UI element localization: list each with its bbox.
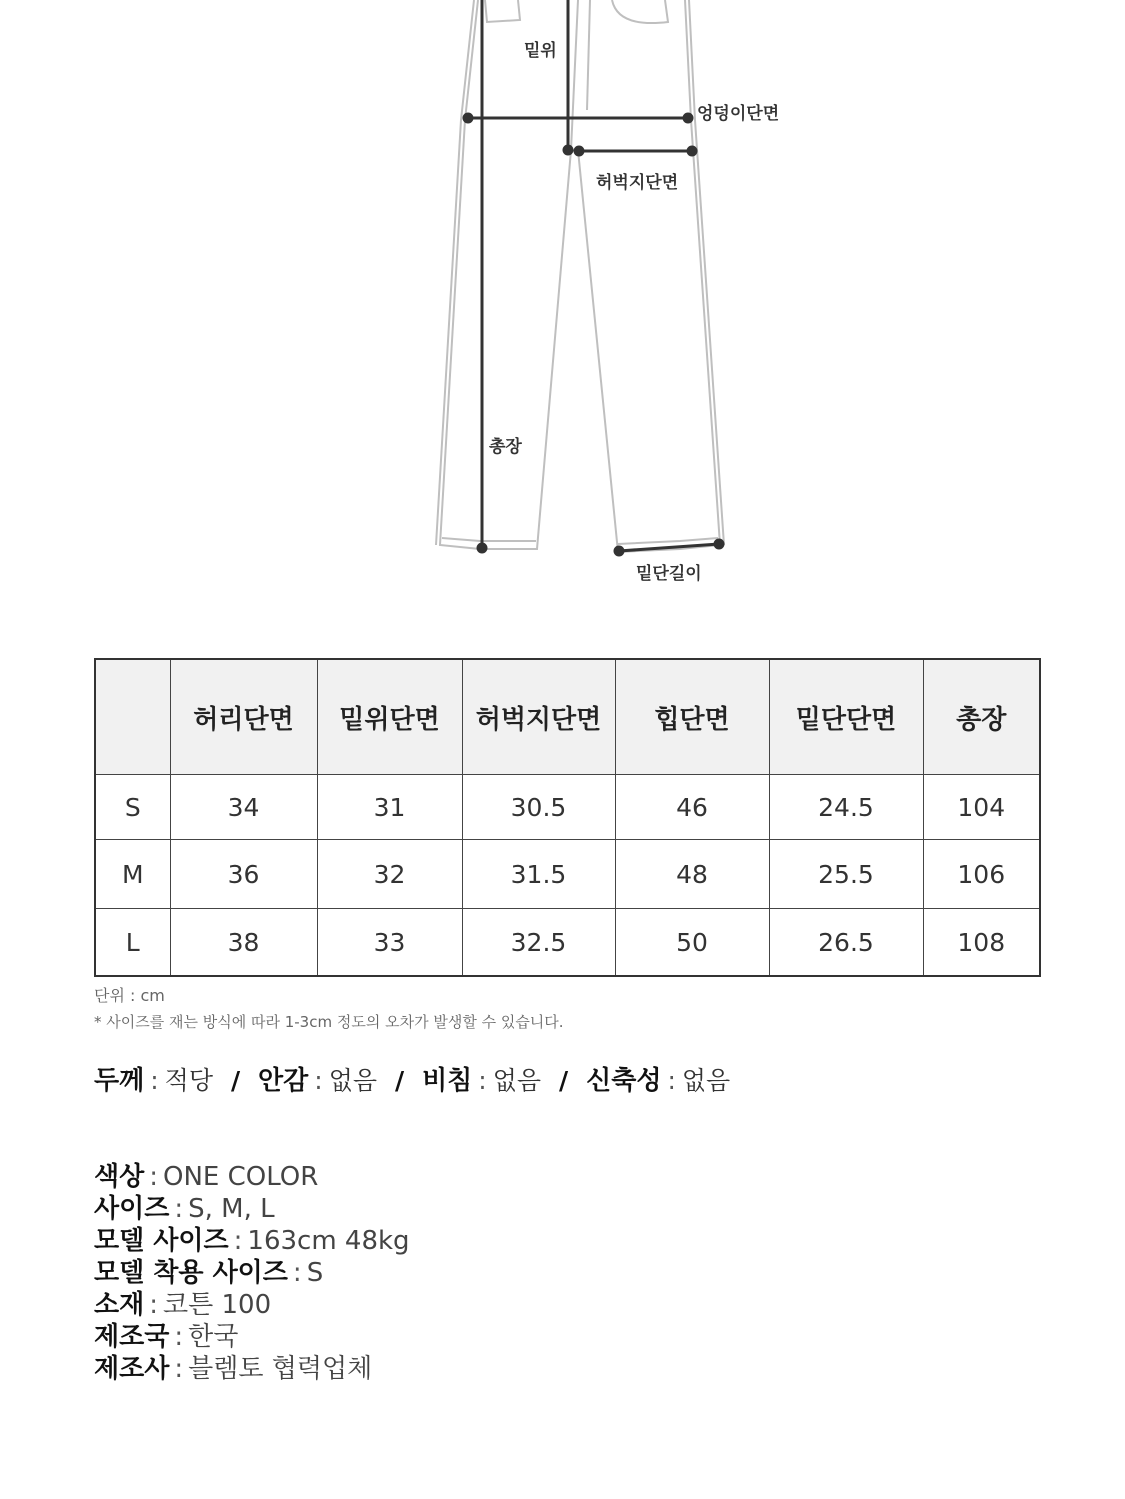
header-cell: 허벅지단면 [462,659,615,775]
property-label: 안감 [258,1066,309,1096]
colon: : [149,1162,158,1192]
property-value: 적당 [164,1066,213,1095]
info-label: 색상 [94,1162,145,1192]
size-table [94,658,1041,977]
pants-outline [436,0,724,552]
colon: : [174,1322,184,1352]
size-cell: L [95,909,170,977]
header-cell: 힙단면 [615,659,769,775]
value-cell: 26.5 [769,909,923,977]
value-cell: 108 [923,909,1040,977]
info-label: 소재 [94,1290,145,1320]
info-label: 사이즈 [94,1194,170,1224]
info-label: 모델 착용 사이즈 [94,1258,288,1288]
colon: : [174,1194,184,1224]
info-value: 163cm 48kg [247,1226,410,1256]
property-label: 신축성 [586,1066,662,1096]
info-item [94,1257,410,1289]
value-cell: 30.5 [462,775,615,840]
label-length: 총장 [489,437,522,457]
value-cell: 24.5 [769,775,923,840]
size-cell: M [95,840,170,909]
table-header-row [95,659,1040,775]
info-item [94,1161,410,1193]
size-cell: S [95,775,170,840]
label-hip: 엉덩이단면 [697,104,780,124]
info-label: 모델 사이즈 [94,1226,229,1256]
value-cell: 25.5 [769,840,923,909]
table-row [95,775,1040,840]
pants-measurement-diagram [0,0,1125,600]
value-cell: 34 [170,775,317,840]
value-cell: 106 [923,840,1040,909]
value-cell: 31.5 [462,840,615,909]
table-row [95,840,1040,909]
label-hem: 밑단길이 [636,564,702,584]
colon: : [233,1226,243,1256]
colon: : [314,1066,323,1095]
value-cell: 32 [317,840,462,909]
property-label: 두께 [94,1066,145,1096]
header-cell: 밑위단면 [317,659,462,775]
info-label: 제조국 [94,1322,170,1352]
value-cell: 31 [317,775,462,840]
separator: / [230,1066,241,1095]
label-thigh: 허벅지단면 [596,173,679,193]
colon: : [174,1354,184,1384]
value-cell: 104 [923,775,1040,840]
colon: : [150,1066,159,1095]
separator: / [559,1066,569,1095]
info-value: 코튼 100 [163,1290,272,1320]
info-value: S [306,1258,324,1288]
colon: : [478,1066,487,1095]
property-value: 없음 [328,1066,378,1095]
separator: / [394,1066,405,1095]
header-cell: 허리단면 [170,659,317,775]
measure-lines [464,0,723,555]
unit-note: 단위 : cm [94,986,165,1005]
header-cell: 밑단단면 [769,659,923,775]
value-cell: 48 [615,840,769,909]
value-cell: 50 [615,909,769,977]
info-value: S, M, L [188,1194,275,1224]
value-cell: 46 [615,775,769,840]
colon: : [292,1258,302,1288]
table-row [95,909,1040,977]
colon: : [149,1290,158,1320]
info-item [94,1321,410,1353]
property-label: 비침 [422,1066,473,1096]
colon: : [667,1066,676,1095]
label-rise: 밑위 [524,41,557,61]
value-cell: 33 [317,909,462,977]
info-value: 블렘토 협력업체 [188,1354,373,1384]
header-cell: 총장 [923,659,1040,775]
value-cell: 38 [170,909,317,977]
info-value: 한국 [188,1322,239,1352]
value-cell: 32.5 [462,909,615,977]
value-cell: 36 [170,840,317,909]
product-info-list [94,1161,410,1385]
info-item [94,1225,410,1257]
fabric-properties [94,1060,730,1097]
info-item [94,1353,410,1385]
info-item [94,1289,410,1321]
header-cell [95,659,170,775]
info-label: 제조사 [94,1354,170,1384]
disclaimer-note: * 사이즈를 재는 방식에 따라 1-3cm 정도의 오차가 발생할 수 있습니다. [94,1013,564,1031]
info-item [94,1193,410,1225]
property-value: 없음 [492,1066,542,1095]
info-value: ONE COLOR [163,1162,319,1192]
property-value: 없음 [681,1066,731,1095]
